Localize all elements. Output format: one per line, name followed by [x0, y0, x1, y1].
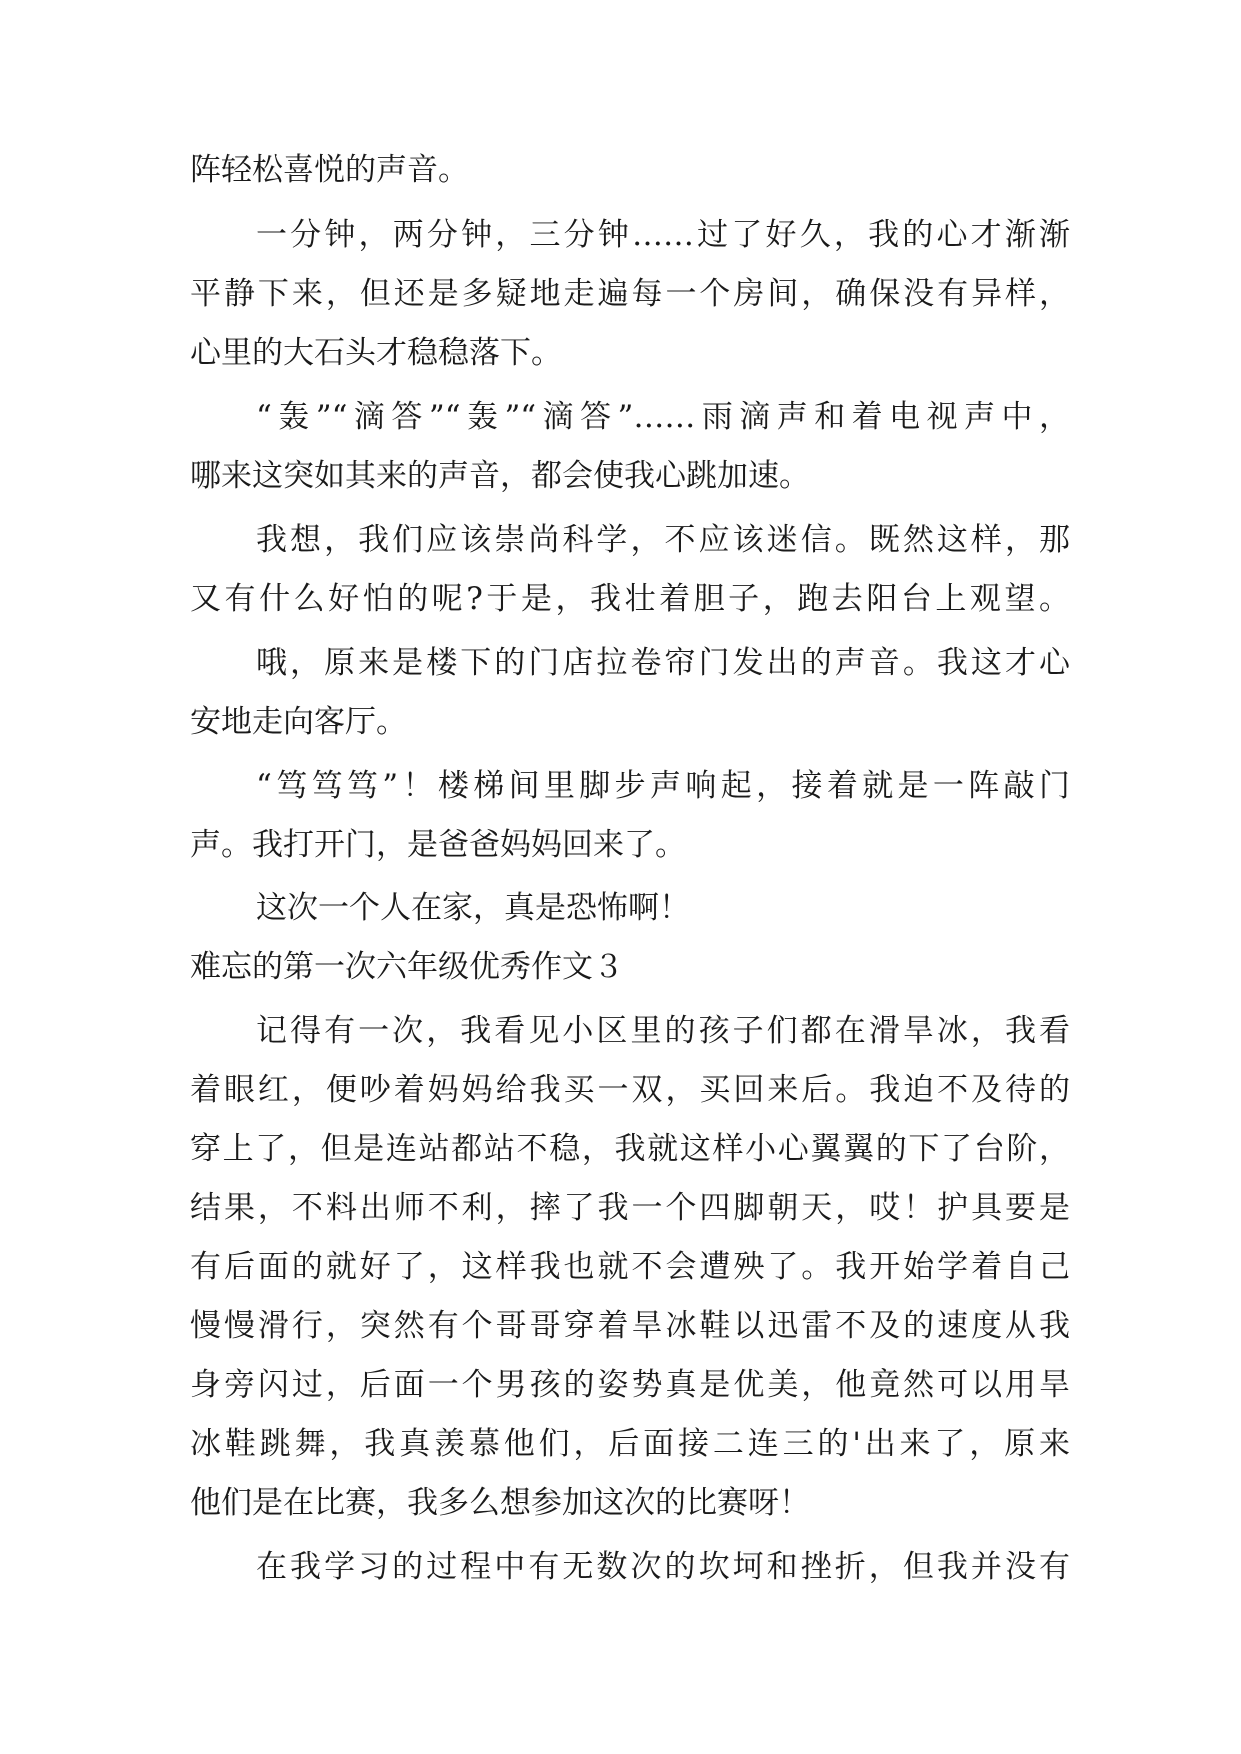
- paragraph-line: 记得有一次，我看见小区里的孩子们都在滑旱冰，我看: [256, 1013, 1070, 1049]
- paragraph-line: “笃笃笃”！楼梯间里脚步声响起，接着就是一阵敲门: [256, 768, 1070, 804]
- paragraph-line: 哦，原来是楼下的门店拉卷帘门发出的声音。我这才心: [256, 645, 1070, 681]
- paragraph-line: 穿上了，但是连站都站不稳，我就这样小心翼翼的下了台阶，: [190, 1131, 1070, 1167]
- paragraph-line: 这次一个人在家，真是恐怖啊！: [256, 890, 690, 926]
- paragraph-line: 声。我打开门，是爸爸妈妈回来了。: [190, 827, 686, 863]
- paragraph-line: 我想，我们应该崇尚科学，不应该迷信。既然这样，那: [256, 522, 1070, 558]
- paragraph-line: 平静下来，但还是多疑地走遍每一个房间，确保没有异样，: [190, 276, 1070, 312]
- paragraph-line: 着眼红，便吵着妈妈给我买一双，买回来后。我迫不及待的: [190, 1072, 1070, 1108]
- paragraph-line: 身旁闪过，后面一个男孩的姿势真是优美，他竟然可以用旱: [190, 1367, 1070, 1403]
- paragraph-line: 一分钟，两分钟，三分钟……过了好久，我的心才渐渐: [256, 217, 1070, 253]
- paragraph-line: 有后面的就好了，这样我也就不会遭殃了。我开始学着自己: [190, 1249, 1070, 1285]
- section-heading: 难忘的第一次六年级优秀作文３: [190, 949, 624, 985]
- paragraph-line: 哪来这突如其来的声音，都会使我心跳加速。: [190, 458, 810, 494]
- paragraph-line: 在我学习的过程中有无数次的坎坷和挫折，但我并没有: [256, 1549, 1070, 1585]
- paragraph-line: 心里的大石头才稳稳落下。: [190, 335, 562, 371]
- paragraph-line: 冰鞋跳舞，我真羡慕他们，后面接二连三的'出来了，原来: [190, 1426, 1070, 1462]
- paragraph-line: 结果，不料出师不利，摔了我一个四脚朝天，哎！护具要是: [190, 1190, 1070, 1226]
- paragraph-line: 慢慢滑行，突然有个哥哥穿着旱冰鞋以迅雷不及的速度从我: [190, 1308, 1070, 1344]
- paragraph-line: “轰”“滴答”“轰”“滴答”……雨滴声和着电视声中，: [256, 399, 1070, 435]
- paragraph-line: 安地走向客厅。: [190, 704, 407, 740]
- paragraph-line: 又有什么好怕的呢?于是，我壮着胆子，跑去阳台上观望。: [190, 581, 1070, 617]
- paragraph-line: 他们是在比赛，我多么想参加这次的比赛呀！: [190, 1485, 810, 1521]
- paragraph-line: 阵轻松喜悦的声音。: [190, 152, 469, 188]
